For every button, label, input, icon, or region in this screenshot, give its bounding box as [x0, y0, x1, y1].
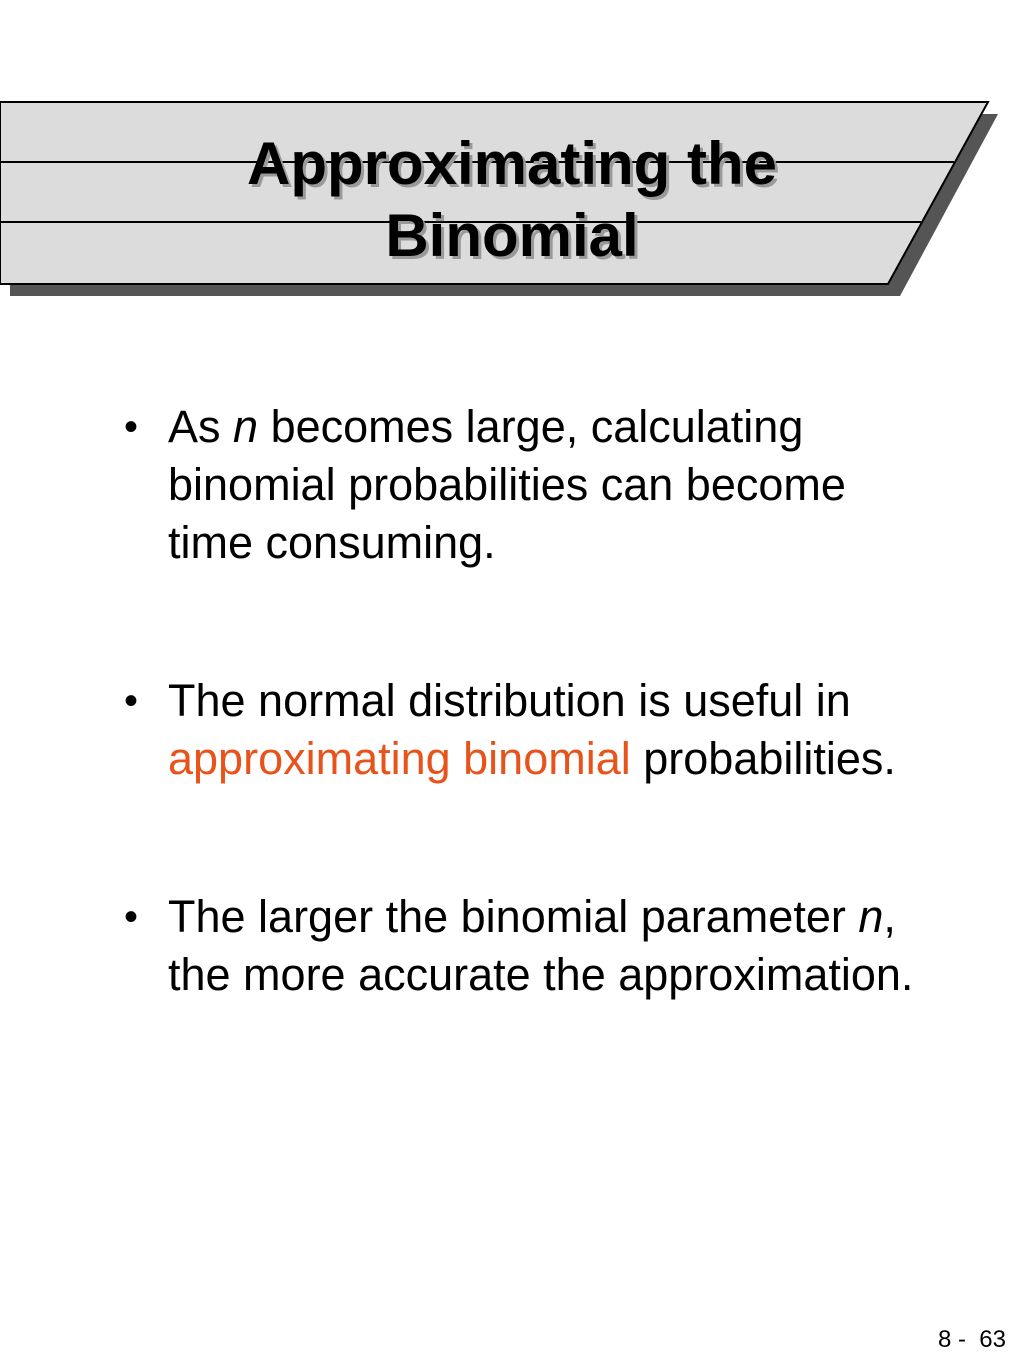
- page-title: [130, 128, 894, 272]
- bullet-1-text-start: As: [168, 401, 234, 452]
- bullet-list: [124, 398, 914, 1004]
- bullet-marker: •: [124, 679, 139, 723]
- bullet-1-variable-n: n: [233, 401, 259, 452]
- bullet-3-variable-n: n: [858, 891, 884, 942]
- page-title-line-2: Binomial: [385, 202, 639, 269]
- bullet-1-text-end: becomes large, calculating binomial probabilities can become time consuming.: [168, 401, 846, 568]
- bullet-marker: •: [124, 405, 139, 449]
- slide-number: [938, 1325, 1006, 1355]
- slide-page: 63: [979, 1326, 1006, 1353]
- bullet-2-text-end: probabilities.: [630, 733, 896, 784]
- page-title-line-1: Approximating the: [246, 130, 777, 197]
- bullet-3-text-end: , the more accurate the approximation.: [168, 891, 914, 1000]
- bullet-item-2: [124, 672, 914, 788]
- bullet-3-text-start: The larger the binomial parameter: [168, 891, 859, 942]
- bullet-2-text-start: The normal distribution is useful in: [168, 675, 851, 726]
- bullet-2-highlight: approximating binomial: [168, 733, 631, 784]
- bullet-item-3: [124, 888, 914, 1004]
- slide-chapter: 8 -: [937, 1326, 966, 1353]
- bullet-marker: •: [124, 895, 139, 939]
- bullet-item-1: [124, 398, 914, 572]
